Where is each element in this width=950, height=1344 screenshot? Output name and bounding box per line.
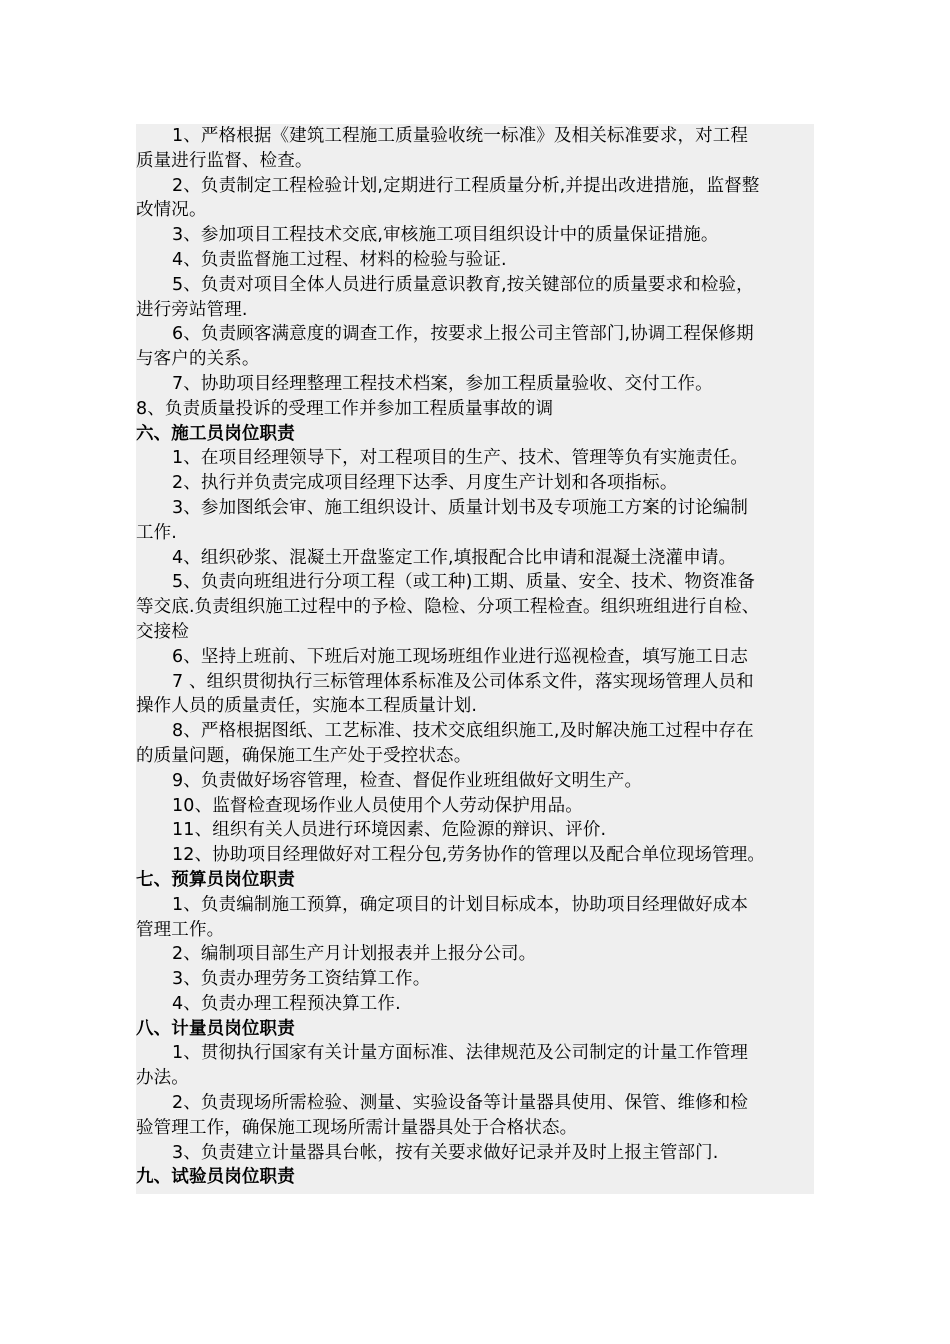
text-line: 3、参加项目工程技术交底,审核施工项目组织设计中的质量保证措施。 bbox=[172, 225, 719, 246]
text-line: 进行旁站管理. bbox=[136, 299, 248, 320]
text-line: 操作人员的质量责任，实施本工程质量计划. bbox=[136, 696, 478, 717]
text-line: 办法。 bbox=[136, 1068, 189, 1089]
text-line: 7、协助项目经理整理工程技术档案，参加工程质量验收、交付工作。 bbox=[172, 373, 713, 394]
text-line: 2、编制项目部生产月计划报表并上报分公司。 bbox=[172, 944, 537, 965]
text-line: 3、负责建立计量器具台帐，按有关要求做好记录并及时上报主管部门. bbox=[172, 1142, 719, 1163]
text-line: 1、贯彻执行国家有关计量方面标准、法律规范及公司制定的计量工作管理 bbox=[172, 1043, 749, 1064]
text-line: 12、协助项目经理做好对工程分包,劳务协作的管理以及配合单位现场管理。 bbox=[172, 845, 766, 866]
text-line: 4、组织砂浆、混凝土开盘鉴定工作,填报配合比申请和混凝土浇灌申请。 bbox=[172, 547, 737, 568]
text-line: 管理工作。 bbox=[136, 919, 225, 940]
text-line: 3、参加图纸会审、施工组织设计、质量计划书及专项施工方案的讨论编制 bbox=[172, 497, 749, 518]
document-page bbox=[136, 124, 814, 1194]
text-line: 改情况。 bbox=[136, 200, 207, 221]
text-line: 与客户的关系。 bbox=[136, 349, 260, 370]
text-line: 3、负责办理劳务工资结算工作。 bbox=[172, 969, 431, 990]
text-line: 的质量问题，确保施工生产处于受控状态。 bbox=[136, 745, 472, 766]
section-heading: 七、预算员岗位职责 bbox=[136, 869, 295, 890]
text-line: 2、负责现场所需检验、测量、实验设备等计量器具使用、保管、维修和检 bbox=[172, 1093, 749, 1114]
text-line: 2、负责制定工程检验计划,定期进行工程质量分析,并提出改进措施，监督整 bbox=[172, 175, 760, 196]
text-line: 10、监督检查现场作业人员使用个人劳动保护用品。 bbox=[172, 795, 583, 816]
section-heading: 九、试验员岗位职责 bbox=[136, 1167, 295, 1188]
text-line: 交接检 bbox=[136, 621, 189, 642]
text-line: 11、组织有关人员进行环境因素、危险源的辩识、评价. bbox=[172, 820, 607, 841]
text-line: 1、负责编制施工预算，确定项目的计划目标成本，协助项目经理做好成本 bbox=[172, 894, 749, 915]
section-heading: 六、施工员岗位职责 bbox=[136, 423, 295, 444]
text-line: 等交底.负责组织施工过程中的予检、隐检、分项工程检查。组织班组进行自检、 bbox=[136, 597, 760, 618]
text-line: 质量进行监督、检查。 bbox=[136, 150, 313, 171]
text-line: 6、坚持上班前、下班后对施工现场班组作业进行巡视检查，填写施工日志 bbox=[172, 646, 749, 667]
document-body bbox=[136, 124, 814, 1190]
text-line: 8、负责质量投诉的受理工作并参加工程质量事故的调 bbox=[136, 398, 554, 419]
text-line: 6、负责顾客满意度的调查工作，按要求上报公司主管部门,协调工程保修期 bbox=[172, 324, 754, 345]
text-line: 4、负责监督施工过程、材料的检验与验证. bbox=[172, 249, 507, 270]
text-line: 2、执行并负责完成项目经理下达季、月度生产计划和各项指标。 bbox=[172, 473, 678, 494]
text-line: 8、严格根据图纸、工艺标准、技术交底组织施工,及时解决施工过程中存在 bbox=[172, 721, 754, 742]
text-line: 9、负责做好场容管理，检查、督促作业班组做好文明生产。 bbox=[172, 770, 643, 791]
text-line: 1、严格根据《建筑工程施工质量验收统一标准》及相关标准要求，对工程 bbox=[172, 126, 749, 146]
text-line: 5、负责对项目全体人员进行质量意识教育,按关键部位的质量要求和检验， bbox=[172, 274, 754, 295]
text-line: 4、负责办理工程预决算工作. bbox=[172, 993, 401, 1014]
text-line: 验管理工作，确保施工现场所需计量器具处于合格状态。 bbox=[136, 1117, 578, 1138]
text-line: 1、在项目经理领导下，对工程项目的生产、技术、管理等负有实施责任。 bbox=[172, 448, 749, 469]
section-heading: 八、计量员岗位职责 bbox=[136, 1018, 295, 1039]
text-line: 工作. bbox=[136, 522, 178, 543]
text-line: 7 、组织贯彻执行三标管理体系标准及公司体系文件，落实现场管理人员和 bbox=[172, 671, 754, 692]
text-line: 5、负责向班组进行分项工程（或工种)工期、质量、安全、技术、物资准备 bbox=[172, 572, 756, 593]
